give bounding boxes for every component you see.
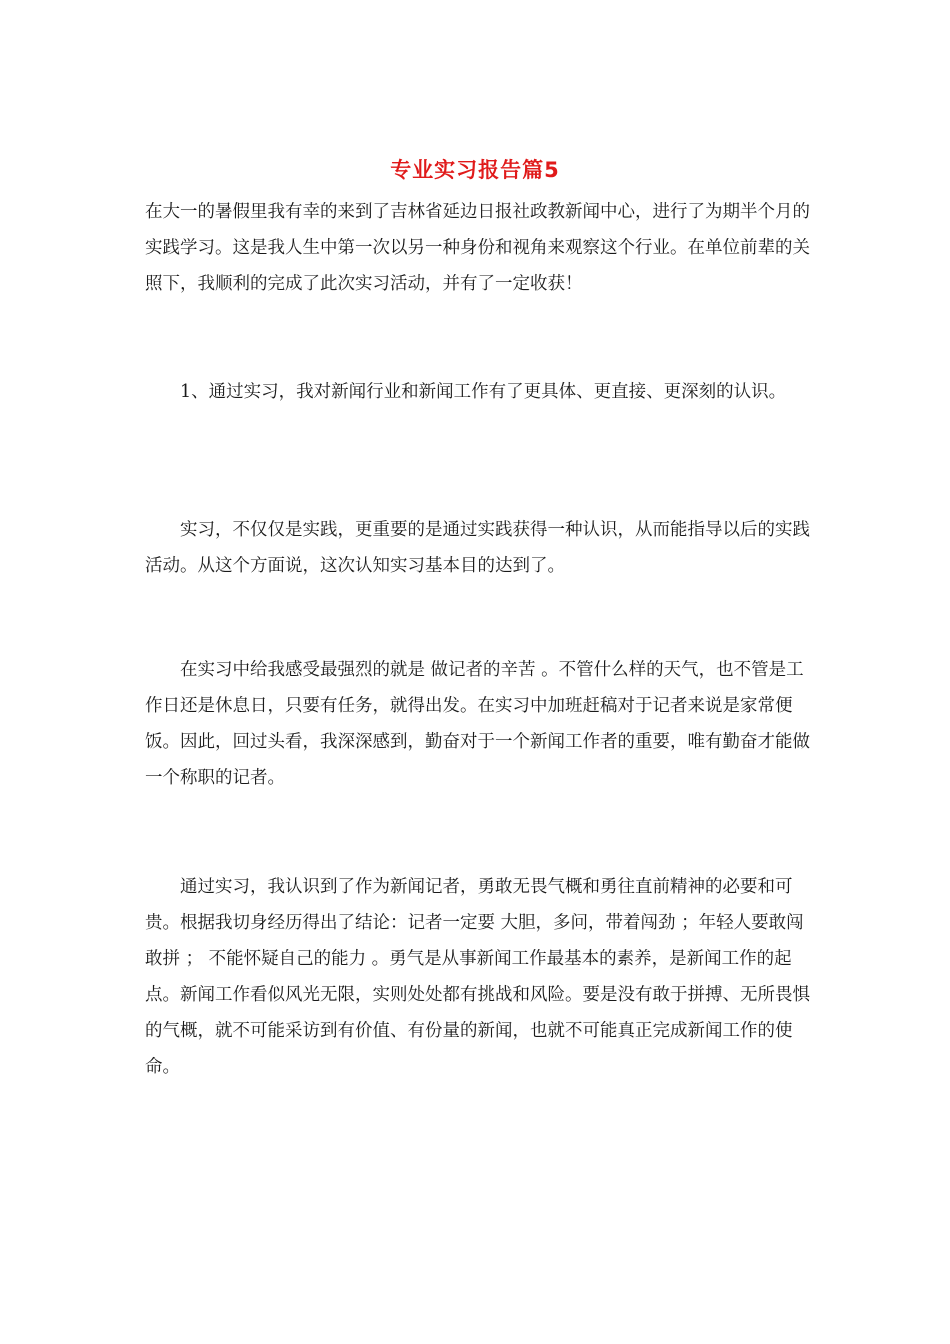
paragraph-hardship: 在实习中给我感受最强烈的就是 做记者的辛苦 。不管什么样的天气，也不管是工作日还是休息日，只要有任务，就得出发。在实习中加班赶稿对于记者来说是家常便饭。因此，回过头看，我深深感到，勤奋对于一个新闻工作者的重要，唯有勤奋才能做一个称职的记者。 (145, 660, 810, 788)
paragraph-practice: 实习，不仅仅是实践，更重要的是通过实践获得一种认识，从而能指导以后的实践活动。从这个方面说，这次认知实习基本目的达到了。 (145, 520, 810, 576)
document-title: 专业实习报告篇5 (390, 158, 560, 182)
paragraph-courage: 通过实习，我认识到了作为新闻记者，勇敢无畏气概和勇往直前精神的必要和可贵。根据我切身经历得出了结论：记者一定要 大胆，多问，带着闯劲 ；年轻人要敢闯敢拼 ； 不能怀疑自己的能力 。勇气是从事新闻工作最基本的素养，是新闻工作的起点。新闻工作看似风光无限，实则处处都有挑战和风险。要是没有敢于拼搏、无所畏惧的气概，就不可能采访到有价值、有份量的新闻，也就不可能真正完成新闻工作的使命。 (145, 877, 810, 1077)
paragraph-intro: 在大一的暑假里我有幸的来到了吉林省延边日报社政教新闻中心，进行了为期半个月的实践学习。这是我人生中第一次以另一种身份和视角来观察这个行业。在单位前辈的关照下，我顺利的完成了此次实习活动，并有了一定收获！ (145, 202, 810, 294)
paragraph-point-one: 1、通过实习，我对新闻行业和新闻工作有了更具体、更直接、更深刻的认识。 (180, 382, 787, 402)
